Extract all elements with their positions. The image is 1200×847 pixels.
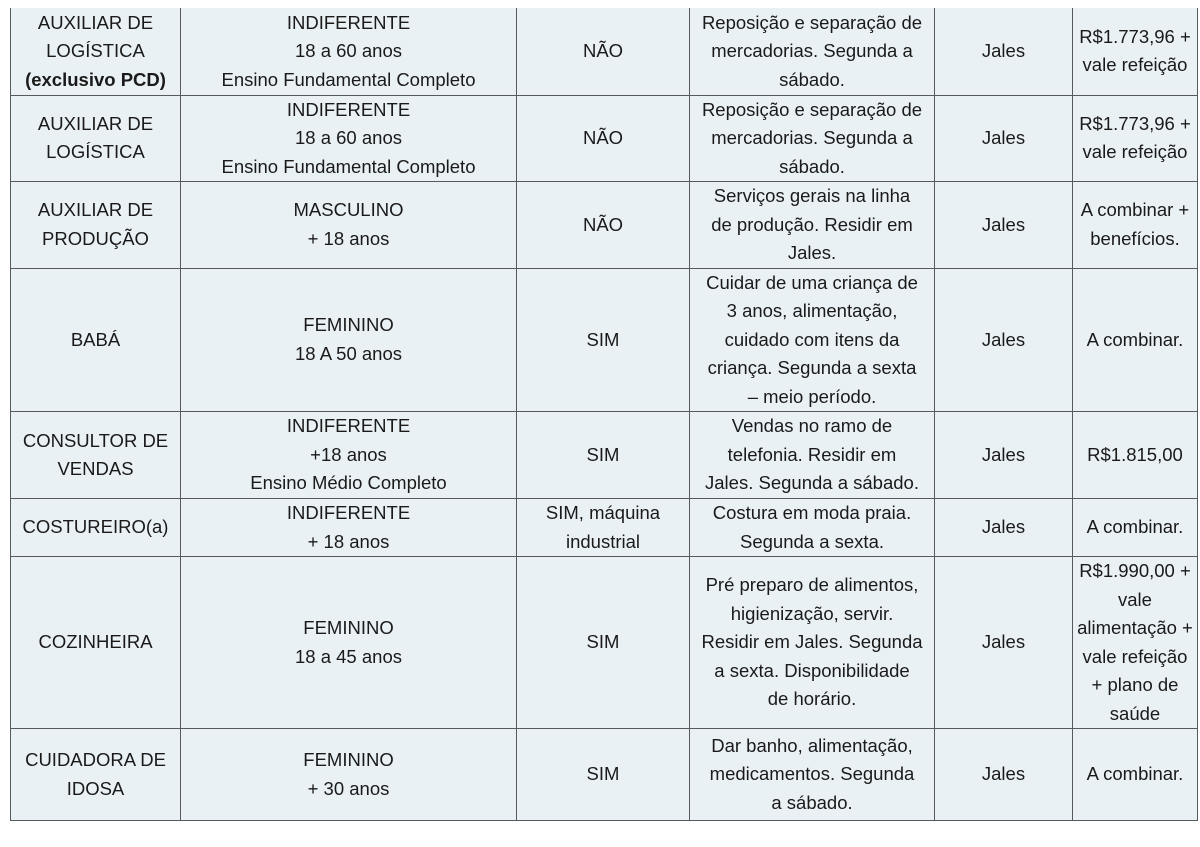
city-cell: Jales (935, 729, 1073, 821)
experience-cell: SIM (517, 729, 690, 821)
job-title-cell: COSTUREIRO(a) (11, 499, 181, 557)
table-row (11, 557, 1198, 729)
profile-cell: INDIFERENTE +18 anos Ensino Médio Completo (181, 412, 517, 499)
salary-cell: A combinar. (1073, 729, 1198, 821)
job-title-cell: BABÁ (11, 268, 181, 412)
city-cell: Jales (935, 8, 1073, 95)
experience-cell: NÃO (517, 95, 690, 182)
profile-cell: INDIFERENTE 18 a 60 anos Ensino Fundamental Completo (181, 8, 517, 95)
salary-cell: A combinar + benefícios. (1073, 182, 1198, 269)
job-title-cell: AUXILIAR DE PRODUÇÃO (11, 182, 181, 269)
job-title-cell: CUIDADORA DE IDOSA (11, 729, 181, 821)
table-row (11, 268, 1198, 412)
profile-cell: FEMININO 18 A 50 anos (181, 268, 517, 412)
table-row (11, 412, 1198, 499)
job-title: AUXILIAR DE LOGÍSTICA (37, 11, 154, 61)
salary-cell: R$1.990,00 + vale alimentação + vale refeição + plano de saúde (1073, 557, 1198, 729)
table-row (11, 182, 1198, 269)
job-title-cell: AUXILIAR DE LOGÍSTICA (11, 95, 181, 182)
description-cell: Costura em moda praia. Segunda a sexta. (690, 499, 935, 557)
table-row (11, 729, 1198, 821)
description-cell: Vendas no ramo de telefonia. Residir em Jales. Segunda a sábado. (690, 412, 935, 499)
profile-cell: FEMININO + 30 anos (181, 729, 517, 821)
city-cell: Jales (935, 499, 1073, 557)
city-cell: Jales (935, 182, 1073, 269)
table-row (11, 95, 1198, 182)
profile-cell: MASCULINO + 18 anos (181, 182, 517, 269)
experience-cell: SIM (517, 268, 690, 412)
job-title-cell: CONSULTOR DE VENDAS (11, 412, 181, 499)
city-cell: Jales (935, 412, 1073, 499)
salary-cell: A combinar. (1073, 268, 1198, 412)
description-cell: Reposição e separação de mercadorias. Segunda a sábado. (690, 95, 935, 182)
city-cell: Jales (935, 268, 1073, 412)
experience-cell: SIM (517, 412, 690, 499)
profile-cell: INDIFERENTE + 18 anos (181, 499, 517, 557)
description-cell: Serviços gerais na linha de produção. Residir em Jales. (690, 182, 935, 269)
experience-cell: SIM, máquina industrial (517, 499, 690, 557)
city-cell: Jales (935, 95, 1073, 182)
salary-cell: A combinar. (1073, 499, 1198, 557)
table-row (11, 8, 1198, 95)
experience-cell: NÃO (517, 8, 690, 95)
job-title-cell: COZINHEIRA (11, 557, 181, 729)
description-cell: Dar banho, alimentação, medicamentos. Segunda a sábado. (690, 729, 935, 821)
description-cell: Cuidar de uma criança de 3 anos, alimentação, cuidado com itens da criança. Segunda a sexta – meio período. (690, 268, 935, 412)
description-cell: Pré preparo de alimentos, higienização, servir. Residir em Jales. Segunda a sexta. Disponibilidade de horário. (690, 557, 935, 729)
job-title-cell (11, 8, 181, 95)
city-cell: Jales (935, 557, 1073, 729)
profile-cell: INDIFERENTE 18 a 60 anos Ensino Fundamental Completo (181, 95, 517, 182)
table-row (11, 499, 1198, 557)
job-listings-table (10, 8, 1198, 821)
experience-cell: NÃO (517, 182, 690, 269)
job-title-note: (exclusivo PCD) (25, 68, 166, 90)
salary-cell: R$1.773,96 + vale refeição (1073, 8, 1198, 95)
salary-cell: R$1.815,00 (1073, 412, 1198, 499)
description-cell: Reposição e separação de mercadorias. Segunda a sábado. (690, 8, 935, 95)
experience-cell: SIM (517, 557, 690, 729)
profile-cell: FEMININO 18 a 45 anos (181, 557, 517, 729)
salary-cell: R$1.773,96 + vale refeição (1073, 95, 1198, 182)
